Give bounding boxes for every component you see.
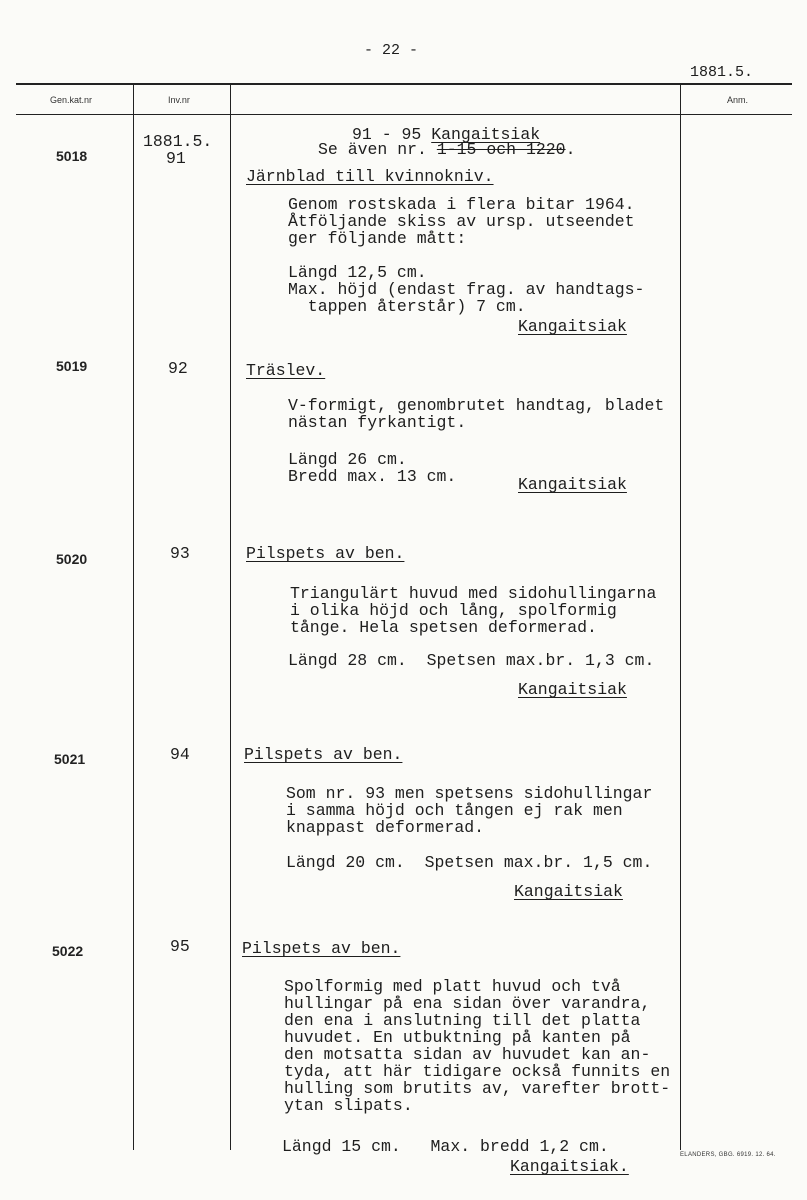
entry-title: Järnblad till kvinnokniv. [246, 167, 494, 186]
see-also-suffix: . [565, 140, 576, 159]
column-header-gen-kat-nr: Gen.kat.nr [50, 95, 93, 105]
group-range-site: Kangaitsiak [431, 125, 541, 144]
see-also-struck: 1-15 och 1220 [436, 140, 566, 159]
page-number: - 22 - [364, 42, 419, 59]
desc-line: Åtföljande skiss av ursp. utseendet [288, 212, 635, 231]
desc-line: den ena i anslutning till det platta [284, 1011, 641, 1030]
desc-line: tånge. Hela spetsen deformerad. [290, 618, 597, 637]
measure-line: Längd 15 cm. Max. bredd 1,2 cm. [282, 1137, 609, 1156]
entry-measurements [288, 652, 654, 669]
entry-inv-nr: 93 [170, 544, 190, 563]
desc-line: tyda, att här tidigare också funnits en [284, 1062, 671, 1081]
measure-line: Bredd max. 13 cm. [288, 467, 457, 486]
group-see-also [318, 141, 575, 158]
measure-line: Längd 26 cm. [288, 450, 407, 469]
see-also-prefix: Se även nr. [318, 140, 427, 159]
desc-line: i olika höjd och lång, spolformig [290, 601, 617, 620]
desc-line: hullingar på ena sidan över varandra, [284, 994, 651, 1013]
entry-site: Kangaitsiak [518, 317, 627, 336]
desc-line: Genom rostskada i flera bitar 1964. [288, 195, 635, 214]
desc-line: Triangulärt huvud med sidohullingarna [290, 584, 657, 603]
column-divider-gen [133, 83, 134, 1150]
entry-gen-nr: 5021 [54, 751, 86, 767]
column-header-anm: Anm. [727, 95, 749, 105]
desc-line: hulling som brutits av, varefter brott- [284, 1079, 671, 1098]
entry-inv-nr: 94 [170, 745, 190, 764]
desc-line: Som nr. 93 men spetsens sidohullingar [286, 784, 653, 803]
desc-line: i samma höjd och tången ej rak men [286, 801, 623, 820]
entry-description [288, 196, 635, 247]
entry-inv-nr: 92 [168, 359, 188, 378]
entry-site: Kangaitsiak [518, 475, 627, 494]
entry-gen-nr: 5019 [56, 358, 88, 374]
entry-measurements [282, 1138, 609, 1155]
entry-site: Kangaitsiak [514, 882, 623, 901]
entry-gen-nr: 5020 [56, 551, 88, 567]
desc-line: den motsatta sidan av huvudet kan an- [284, 1045, 651, 1064]
desc-line: knappast deformerad. [286, 818, 485, 837]
entry-inv-nr: 95 [170, 937, 190, 956]
group-inv-prefix: 1881.5. [143, 132, 213, 151]
entry-gen-nr: 5018 [56, 148, 88, 164]
entry-title: Pilspets av ben. [246, 544, 405, 563]
desc-line: ytan slipats. [284, 1096, 413, 1115]
entry-title: Träslev. [246, 361, 326, 380]
measure-line: Längd 12,5 cm. [288, 263, 427, 282]
desc-line: ger följande mått: [288, 229, 467, 248]
entry-description [284, 978, 670, 1114]
entry-description [290, 585, 656, 636]
column-divider-anm [680, 83, 681, 1150]
group-range-label: 91 - 95 [352, 125, 422, 144]
measure-line: Längd 28 cm. Spetsen max.br. 1,3 cm. [288, 651, 655, 670]
entry-site: Kangaitsiak. [510, 1157, 629, 1176]
desc-line: V-formigt, genombrutet handtag, bladet [288, 396, 665, 415]
printer-mark: ELANDERS, GBG. 6919. 12. 64. [680, 1152, 776, 1158]
entry-inv-nr: 91 [166, 149, 186, 168]
desc-line: huvudet. En utbuktning på kanten på [284, 1028, 631, 1047]
entry-title: Pilspets av ben. [242, 939, 401, 958]
entry-measurements [288, 451, 456, 485]
entry-measurements [288, 264, 644, 315]
entry-site: Kangaitsiak [518, 680, 627, 699]
measure-line: Längd 20 cm. Spetsen max.br. 1,5 cm. [286, 853, 653, 872]
entry-gen-nr: 5022 [52, 943, 84, 959]
entry-description [286, 785, 652, 836]
measure-line: Max. höjd (endast frag. av handtags- [288, 280, 645, 299]
measure-line: tappen återstår) 7 cm. [288, 297, 526, 316]
entry-measurements [286, 854, 652, 871]
collection-id: 1881.5. [690, 64, 754, 81]
desc-line: nästan fyrkantigt. [288, 413, 467, 432]
column-divider-inv [230, 83, 231, 1150]
desc-line: Spolformig med platt huvud och två [284, 977, 621, 996]
entry-title: Pilspets av ben. [244, 745, 403, 764]
column-header-inv-nr: Inv.nr [168, 95, 190, 105]
entry-description [288, 397, 664, 431]
